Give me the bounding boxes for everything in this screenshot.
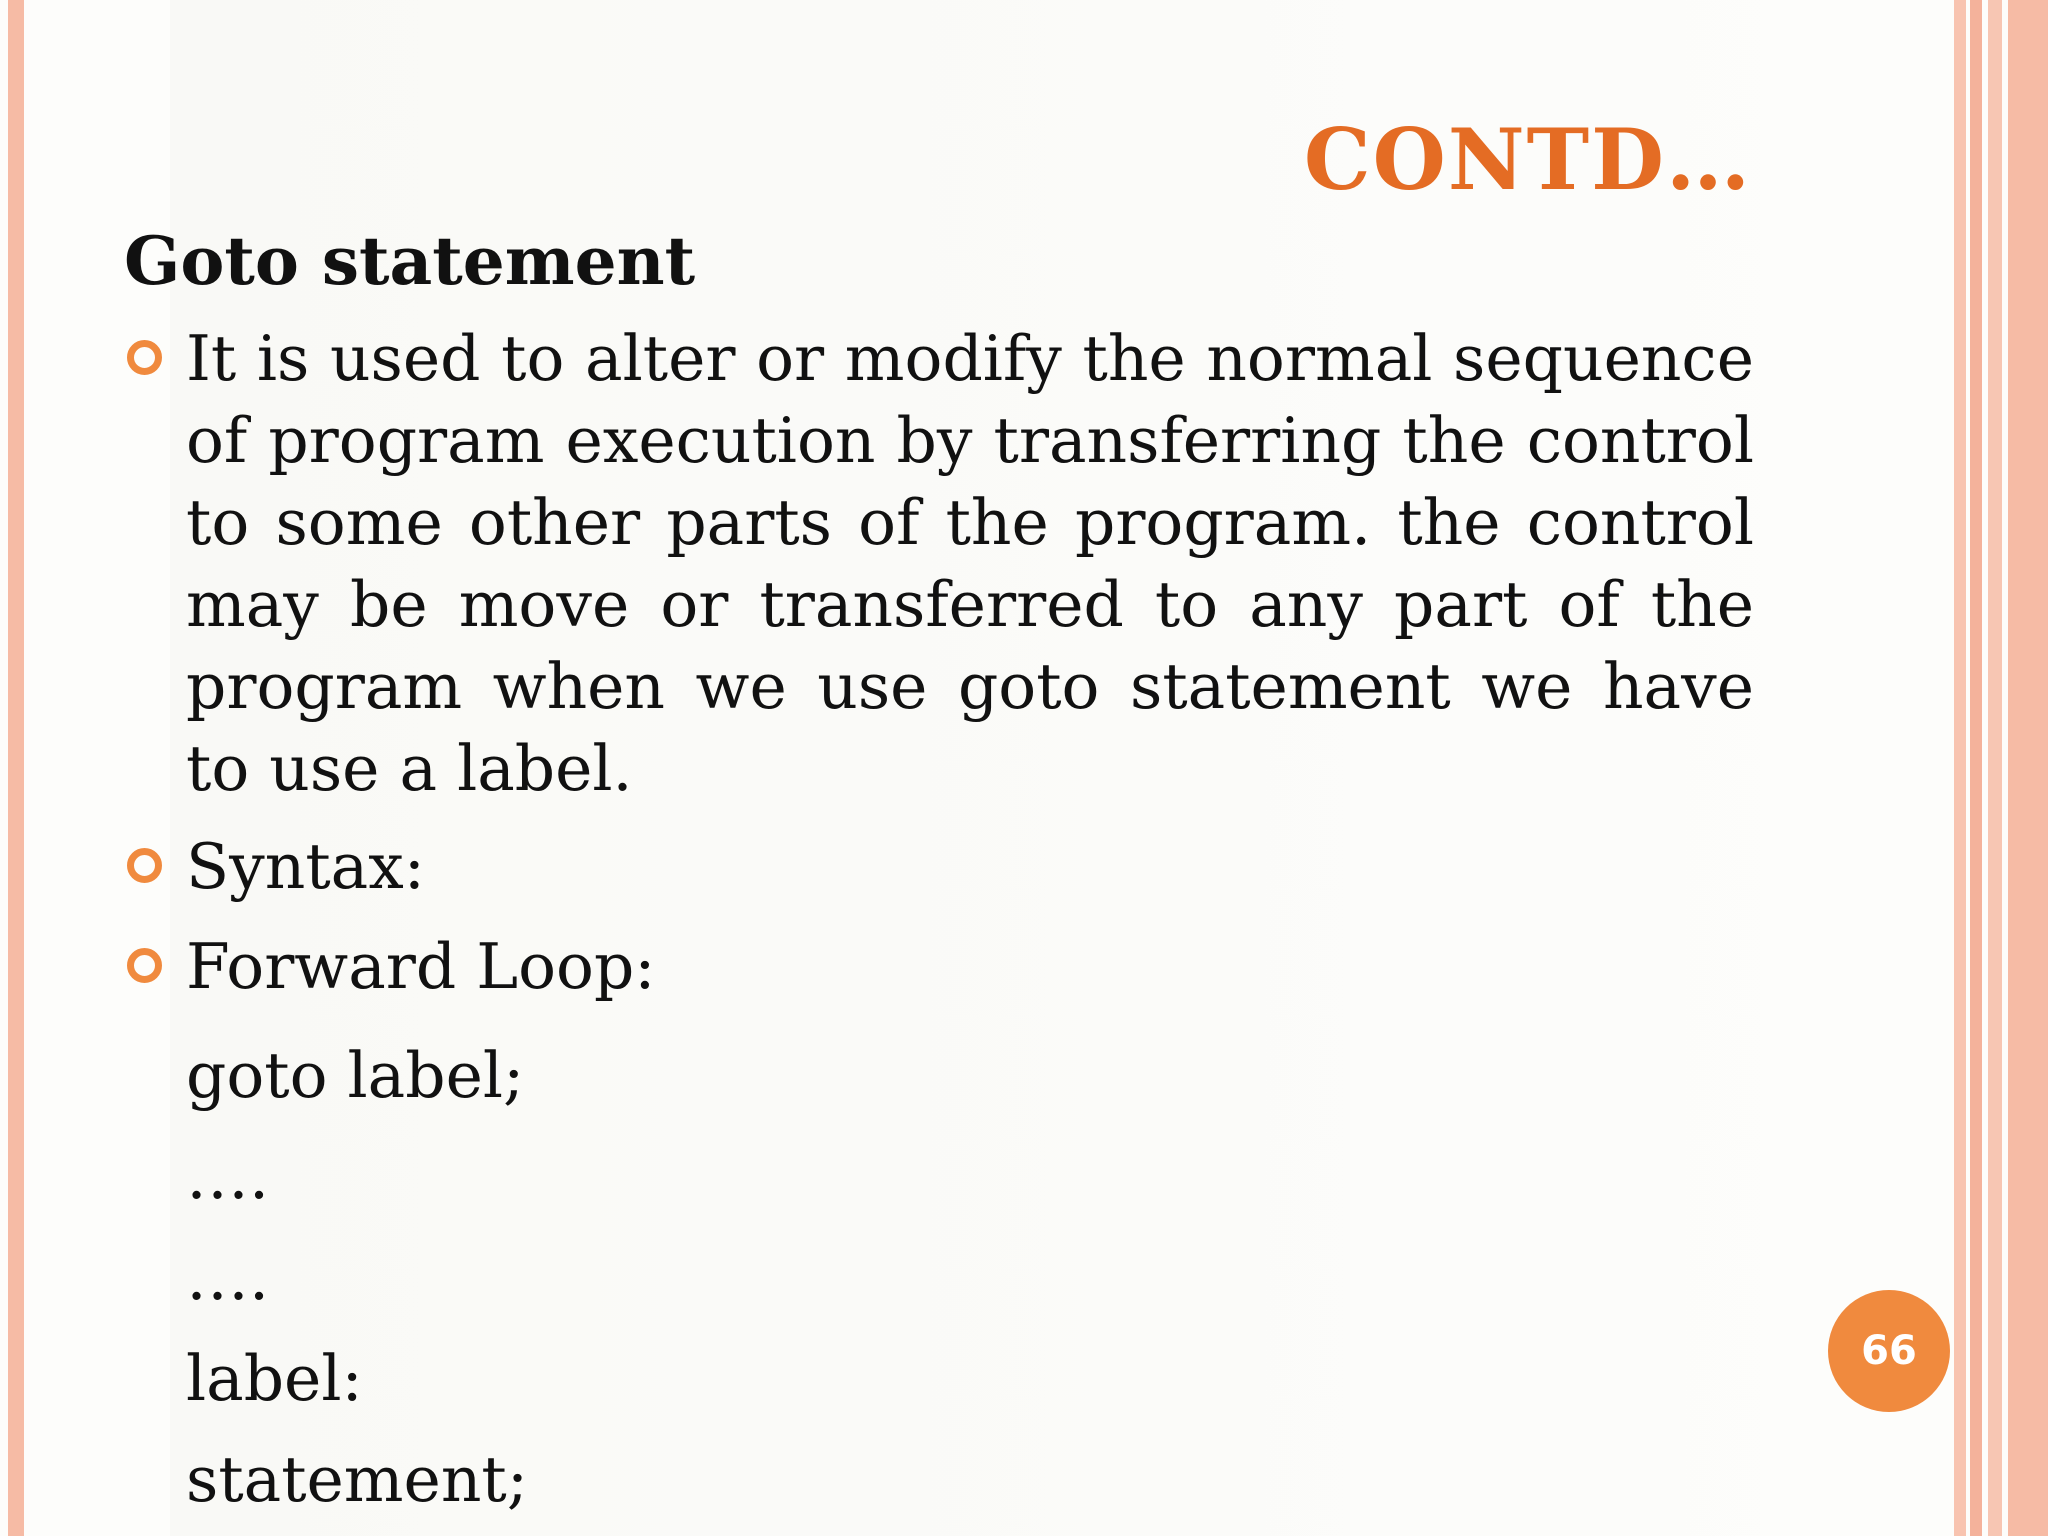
bullet-text: It is used to alter or modify the normal sequence of program execution by transferring the control to some other parts of the program. the control may be move or transferred to any part of the program when we use goto statement we have to use a label.: [186, 322, 1754, 805]
circle-bullet-icon: [127, 848, 162, 883]
page-number-badge: [1828, 1290, 1950, 1412]
slide-title: CONTD…: [1303, 110, 1752, 209]
bullet-item: [124, 926, 1754, 1008]
bullet-item: [124, 318, 1754, 810]
right-border-stripe: [2008, 0, 2048, 1536]
code-line: goto label;: [186, 1039, 525, 1112]
code-line: ….: [186, 1140, 270, 1213]
bullet-text: Syntax:: [186, 830, 425, 903]
right-border-stripe: [1970, 0, 1982, 1536]
bullet-text: Forward Loop:: [186, 930, 656, 1003]
circle-bullet-icon: [127, 340, 162, 375]
right-border-stripe: [1988, 0, 2002, 1536]
section-heading: Goto statement: [124, 222, 696, 300]
bullet-item: [124, 826, 1754, 908]
right-border-stripe: [1954, 0, 1966, 1536]
code-line: ….: [186, 1241, 270, 1314]
syntax-code-block: [186, 1025, 528, 1530]
page-number: 66: [1861, 1328, 1917, 1374]
bullet-list: [124, 318, 1754, 1008]
circle-bullet-icon: [127, 948, 162, 983]
code-line: statement;: [186, 1443, 528, 1516]
left-border-stripe: [8, 0, 24, 1536]
code-line: label:: [186, 1342, 363, 1415]
